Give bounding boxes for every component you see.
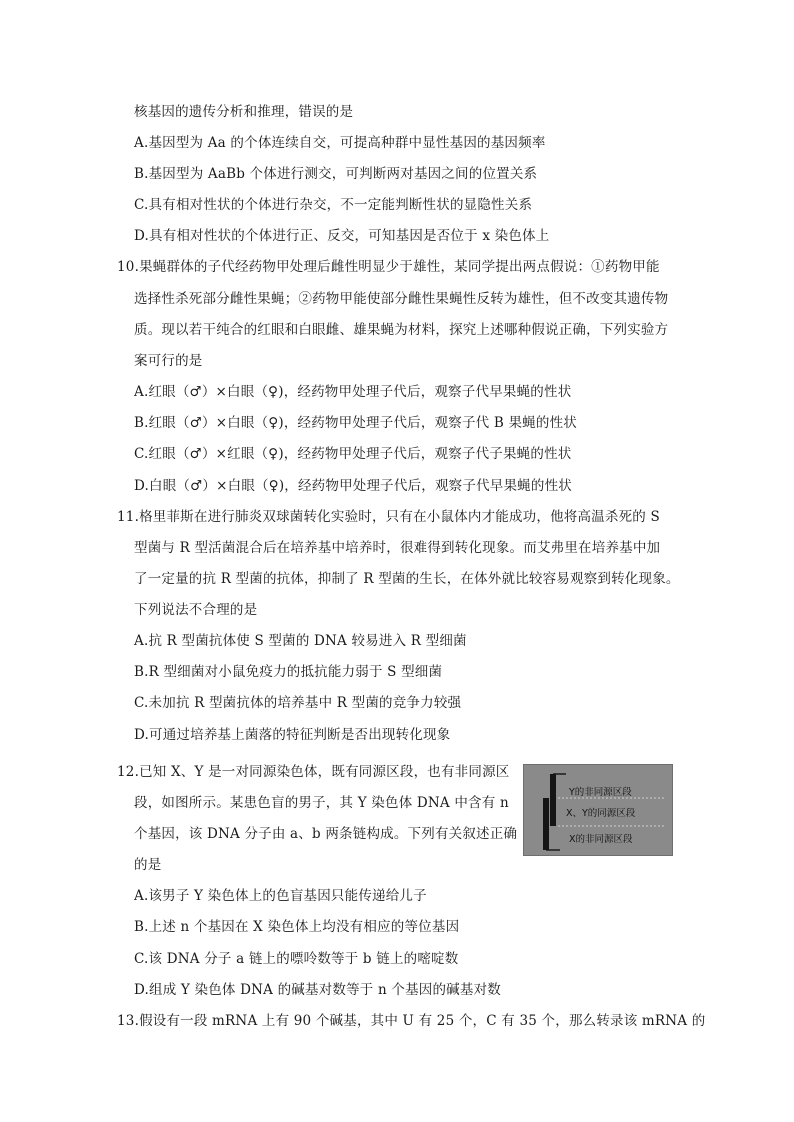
y-chromosome-bar bbox=[550, 774, 556, 826]
q12-stem-line4: 的是 bbox=[134, 857, 162, 873]
q12-option-d: D.组成 Y 染色体 DNA 的碱基对数等于 n 个基因的碱基对数 bbox=[134, 982, 501, 998]
q11-stem-line1: 11.格里菲斯在进行肺炎双球菌转化实验时，只有在小鼠体内才能成功，他将高温杀死的 S bbox=[117, 509, 660, 525]
q11-option-a: A.抗 R 型菌抗体使 S 型菌的 DNA 较易进入 R 型细菌 bbox=[134, 633, 467, 649]
q11-option-b: B.R 型细菌对小鼠免疫力的抵抗能力弱于 S 型细菌 bbox=[134, 664, 443, 680]
q10-stem-line3: 质。现以若干纯合的红眼和白眼雌、雄果蝇为材料，探究上述哪种假说正确，下列实验方 bbox=[134, 322, 669, 338]
q11-stem-line3: 了一定量的抗 R 型菌的抗体，抑制了 R 型菌的生长，在体外就比较容易观察到转化现象。 bbox=[134, 571, 680, 587]
q10-option-b: B.红眼（♂）×白眼（♀)，经药物甲处理子代后，观察子代 B 果蝇的性状 bbox=[134, 415, 577, 431]
q10-stem-line4: 案可行的是 bbox=[134, 353, 203, 369]
q10-option-d: D.白眼（♂）×白眼（♀)，经药物甲处理子代后，观察子代早果蝇的性状 bbox=[134, 478, 572, 494]
q11-stem-line4: 下列说法不合理的是 bbox=[134, 602, 258, 618]
q12-stem-line3: 个基因，该 DNA 分子由 a、b 两条链构成。下列有关叙述正确 bbox=[134, 826, 518, 842]
q10-option-c: C.红眼（♂）×红眼（♀)，经药物甲处理子代后，观察子代子果蝇的性状 bbox=[134, 446, 572, 462]
q11-option-c: C.未加抗 R 型菌抗体的培养基中 R 型菌的竞争力较强 bbox=[134, 695, 462, 711]
label-y-nonhomologous: Y的非同源区段 bbox=[569, 787, 632, 798]
q11-stem-line2: 型菌与 R 型活菌混合后在培养基中培养时，很难得到转化现象。而艾弗里在培养基中加 bbox=[134, 540, 661, 556]
q10-option-a: A.红眼（♂）×白眼（♀)，经药物甲处理子代后，观察子代早果蝇的性状 bbox=[134, 384, 572, 400]
q9-option-a: A.基因型为 Aa 的个体连续自交，可提高种群中显性基因的基因频率 bbox=[134, 135, 546, 151]
q11-option-d: D.可通过培养基上菌落的特征判断是否出现转化现象 bbox=[134, 727, 451, 743]
q12-option-c: C.该 DNA 分子 a 链上的嘌呤数等于 b 链上的嘧啶数 bbox=[134, 951, 459, 967]
q9-stem: 核基因的遗传分析和推理，错误的是 bbox=[134, 104, 354, 120]
q12-stem-line1: 12.已知 X、Y 是一对同源染色体，既有同源区段，也有非同源区 bbox=[117, 764, 510, 780]
q9-option-d: D.具有相对性状的个体进行正、反交，可知基因是否位于 x 染色体上 bbox=[134, 228, 550, 244]
q12-stem-line2: 段，如图所示。某患色盲的男子，其 Y 染色体 DNA 中含有 n bbox=[134, 795, 509, 811]
chromosome-figure bbox=[523, 764, 673, 856]
q10-stem-line1: 10.果蝇群体的子代经药物甲处理后雌性明显少于雄性，某同学提出两点假说：①药物甲能 bbox=[117, 259, 660, 275]
q12-option-b: B.上述 n 个基因在 X 染色体上均没有相应的等位基因 bbox=[134, 919, 460, 935]
label-x-nonhomologous: X的非同源区段 bbox=[569, 834, 633, 845]
q10-stem-line2: 选择性杀死部分雌性果蝇；②药物甲能使部分雌性果蝇性反转为雄性，但不改变其遗传物 bbox=[134, 291, 669, 307]
q12-option-a: A.该男子 Y 染色体上的色盲基因只能传递给儿子 bbox=[134, 888, 427, 904]
q9-option-c: C.具有相对性状的个体进行杂交，不一定能判断性状的显隐性关系 bbox=[134, 197, 533, 213]
label-xy-homologous: X、Y的同源区段 bbox=[566, 808, 636, 819]
q13-stem-line1: 13.假设有一段 mRNA 上有 90 个碱基，其中 U 有 25 个，C 有 35 个，那么转录该 mRNA 的 bbox=[117, 1013, 706, 1029]
q9-option-b: B.基因型为 AaBb 个体进行测交，可判断两对基因之间的位置关系 bbox=[134, 166, 538, 182]
x-chromosome-bar bbox=[543, 798, 549, 850]
